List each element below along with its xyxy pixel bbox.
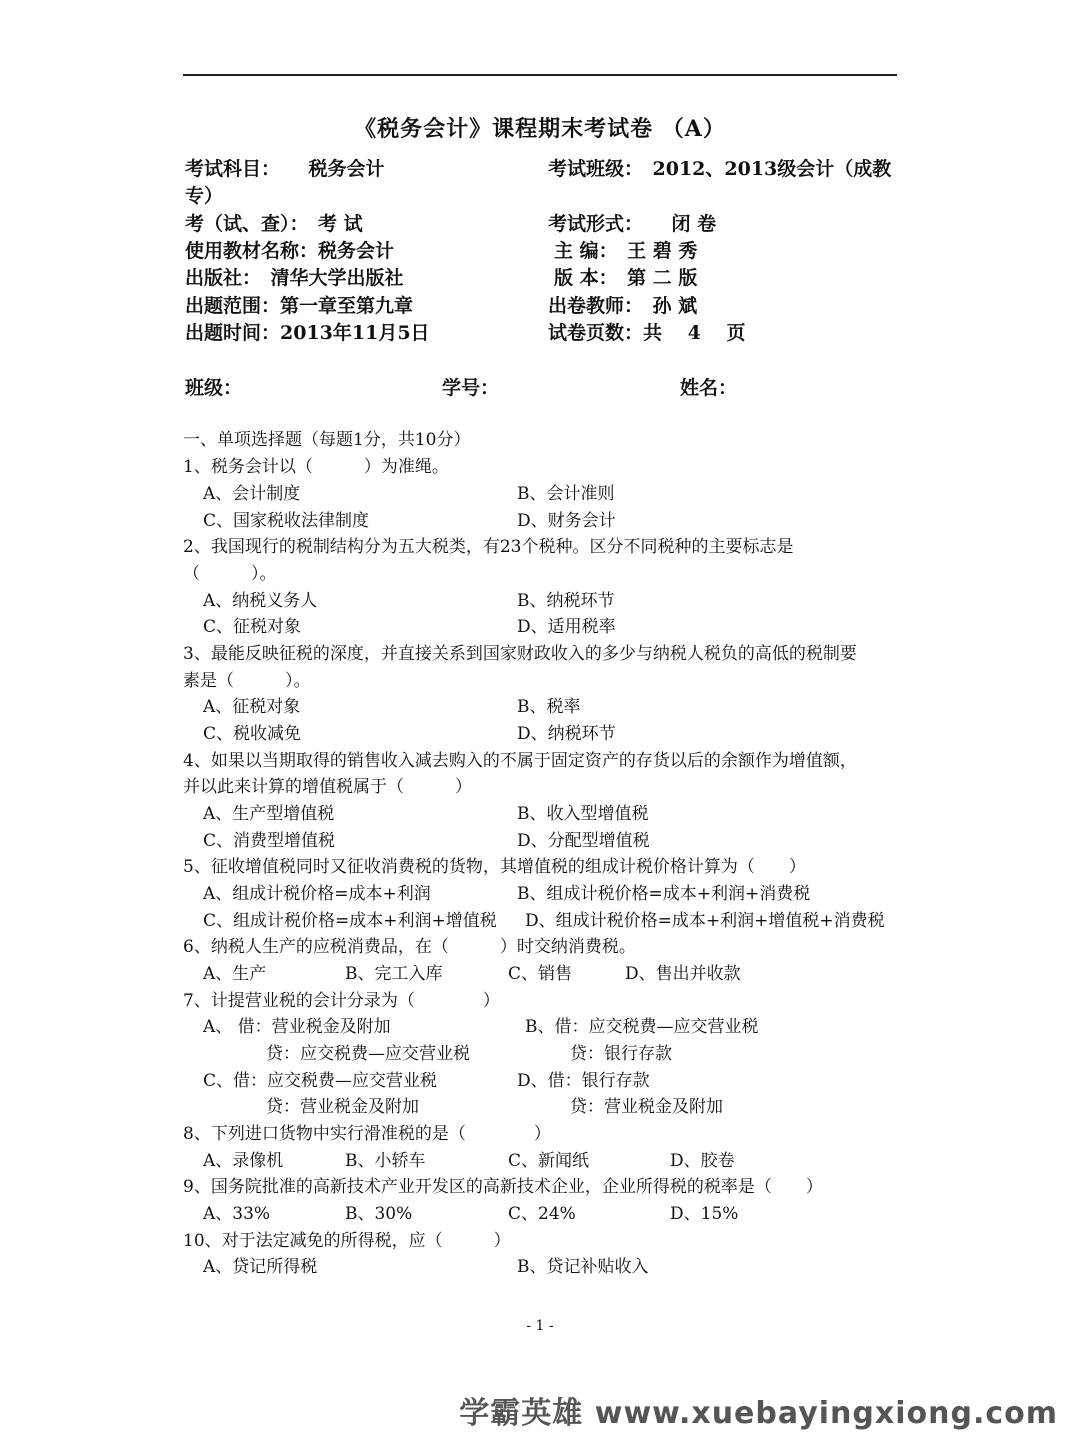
q9-option-a: A、33% (203, 1204, 271, 1224)
q2-option-d: D、适用税率 (517, 617, 616, 637)
textbook-name: 使用教材名称：税务会计 (185, 240, 395, 262)
q8-option-b: B、小轿车 (345, 1151, 426, 1171)
exam-scope: 出题范围：第一章至第九章 (185, 295, 414, 317)
q7-option-a-debit: A、 借：营业税金及附加 (203, 1017, 391, 1037)
q3-option-c: C、税收减免 (203, 724, 302, 744)
q4-stem-cont: 并以此来计算的增值税属于（ ） (183, 777, 472, 797)
q4-option-a: A、生产型增值税 (203, 804, 335, 824)
q9-stem: 9、国务院批准的高新技术产业开发区的高新技术企业，企业所得税的税率是（ ） (183, 1177, 823, 1197)
textbook-editor: 主 编： 王 碧 秀 (554, 240, 698, 262)
exam-pages: 试卷页数：共 4 页 (548, 322, 746, 344)
q9-option-d: D、15% (670, 1204, 739, 1224)
exam-date: 出题时间：2013年11月5日 (185, 322, 430, 344)
q10-stem: 10、对于法定减免的所得税，应（ ） (183, 1231, 511, 1251)
q5-option-d: D、组成计税价格=成本+利润+增值税+消费税 (525, 911, 885, 931)
q2-option-c: C、征税对象 (203, 617, 302, 637)
q4-option-d: D、分配型增值税 (517, 831, 650, 851)
q5-stem: 5、征收增值税同时又征收消费税的货物，其增值税的组成计税价格计算为（ ） (183, 857, 806, 877)
q1-stem: 1、税务会计以（ ）为准绳。 (183, 457, 449, 477)
site-watermark: 学霸英雄 www.xuebayingxiong.com (459, 1396, 1058, 1431)
q6-option-a: A、生产 (203, 964, 267, 984)
q5-option-a: A、组成计税价格=成本+利润 (203, 884, 431, 904)
q3-option-a: A、征税对象 (203, 697, 301, 717)
q1-option-c: C、国家税收法律制度 (203, 511, 370, 531)
q4-option-b: B、收入型增值税 (517, 804, 649, 824)
q3-stem: 3、最能反映征税的深度，并直接关系到国家财政收入的多少与纳税人税负的高低的税制要 (183, 644, 857, 664)
q2-stem: 2、我国现行的税制结构分为五大税类，有23个税种。区分不同税种的主要标志是 (183, 537, 794, 557)
q8-option-c: C、新闻纸 (508, 1151, 590, 1171)
exam-title: 《税务会计》课程期末考试卷 （A） (354, 116, 726, 142)
q5-option-c: C、组成计税价格=成本+利润+增值税 (203, 911, 497, 931)
q8-option-a: A、录像机 (203, 1151, 284, 1171)
q10-option-b: B、贷记补贴收入 (517, 1257, 649, 1277)
q2-stem-cont: （ ）。 (183, 564, 277, 584)
q7-option-b-credit: 贷：银行存款 (570, 1044, 672, 1064)
q2-option-b: B、纳税环节 (517, 591, 615, 611)
q3-stem-cont: 素是（ ）。 (183, 671, 311, 691)
q6-stem: 6、纳税人生产的应税消费品，在（ ）时交纳消费税。 (183, 937, 636, 957)
q9-option-b: B、30% (345, 1204, 413, 1224)
header-rule (183, 74, 897, 76)
exam-class: 考试班级： 2012、2013级会计（成教 (548, 158, 892, 180)
q6-option-b: B、完工入库 (345, 964, 443, 984)
q7-option-c-credit: 贷：营业税金及附加 (266, 1097, 419, 1117)
q9-option-c: C、24% (508, 1204, 576, 1224)
student-class-label: 班级： (185, 377, 243, 399)
q1-option-d: D、财务会计 (517, 511, 616, 531)
student-id-label: 学号： (442, 377, 500, 399)
q1-option-b: B、会计准则 (517, 484, 615, 504)
exam-type: 考（试、查）： 考 试 (185, 213, 363, 235)
section-heading: 一、单项选择题（每题1分，共10分） (183, 430, 471, 450)
q1-option-a: A、会计制度 (203, 484, 301, 504)
edition: 版 本： 第 二 版 (554, 267, 698, 289)
q8-stem: 8、下列进口货物中实行滑准税的是（ ） (183, 1124, 551, 1144)
q5-option-b: B、组成计税价格=成本+利润+消费税 (517, 884, 811, 904)
q4-stem: 4、如果以当期取得的销售收入减去购入的不属于固定资产的存货以后的余额作为增值额， (183, 751, 857, 771)
q4-option-c: C、消费型增值税 (203, 831, 336, 851)
page-number: - 1 - (526, 1318, 554, 1334)
q7-option-a-credit: 贷：应交税费—应交营业税 (266, 1044, 470, 1064)
q10-option-a: A、贷记所得税 (203, 1257, 318, 1277)
q3-option-b: B、税率 (517, 697, 581, 717)
q6-option-c: C、销售 (508, 964, 573, 984)
q3-option-d: D、纳税环节 (517, 724, 616, 744)
q8-option-d: D、胶卷 (670, 1151, 735, 1171)
student-name-label: 姓名： (680, 377, 738, 399)
exam-subject: 考试科目： 税务会计 (185, 158, 385, 180)
exam-form: 考试形式： 闭 卷 (548, 213, 717, 235)
exam-class-cont: 专） (185, 185, 224, 207)
q7-option-b-debit: B、借：应交税费—应交营业税 (525, 1017, 759, 1037)
publisher: 出版社： 清华大学出版社 (185, 267, 404, 289)
exam-teacher: 出卷教师： 孙 斌 (548, 295, 698, 317)
q7-option-c-debit: C、借：应交税费—应交营业税 (203, 1071, 438, 1091)
q7-stem: 7、计提营业税的会计分录为（ ） (183, 991, 500, 1011)
q7-option-d-debit: D、借：银行存款 (517, 1071, 650, 1091)
q6-option-d: D、售出并收款 (625, 964, 741, 984)
q2-option-a: A、纳税义务人 (203, 591, 318, 611)
q7-option-d-credit: 贷：营业税金及附加 (570, 1097, 723, 1117)
